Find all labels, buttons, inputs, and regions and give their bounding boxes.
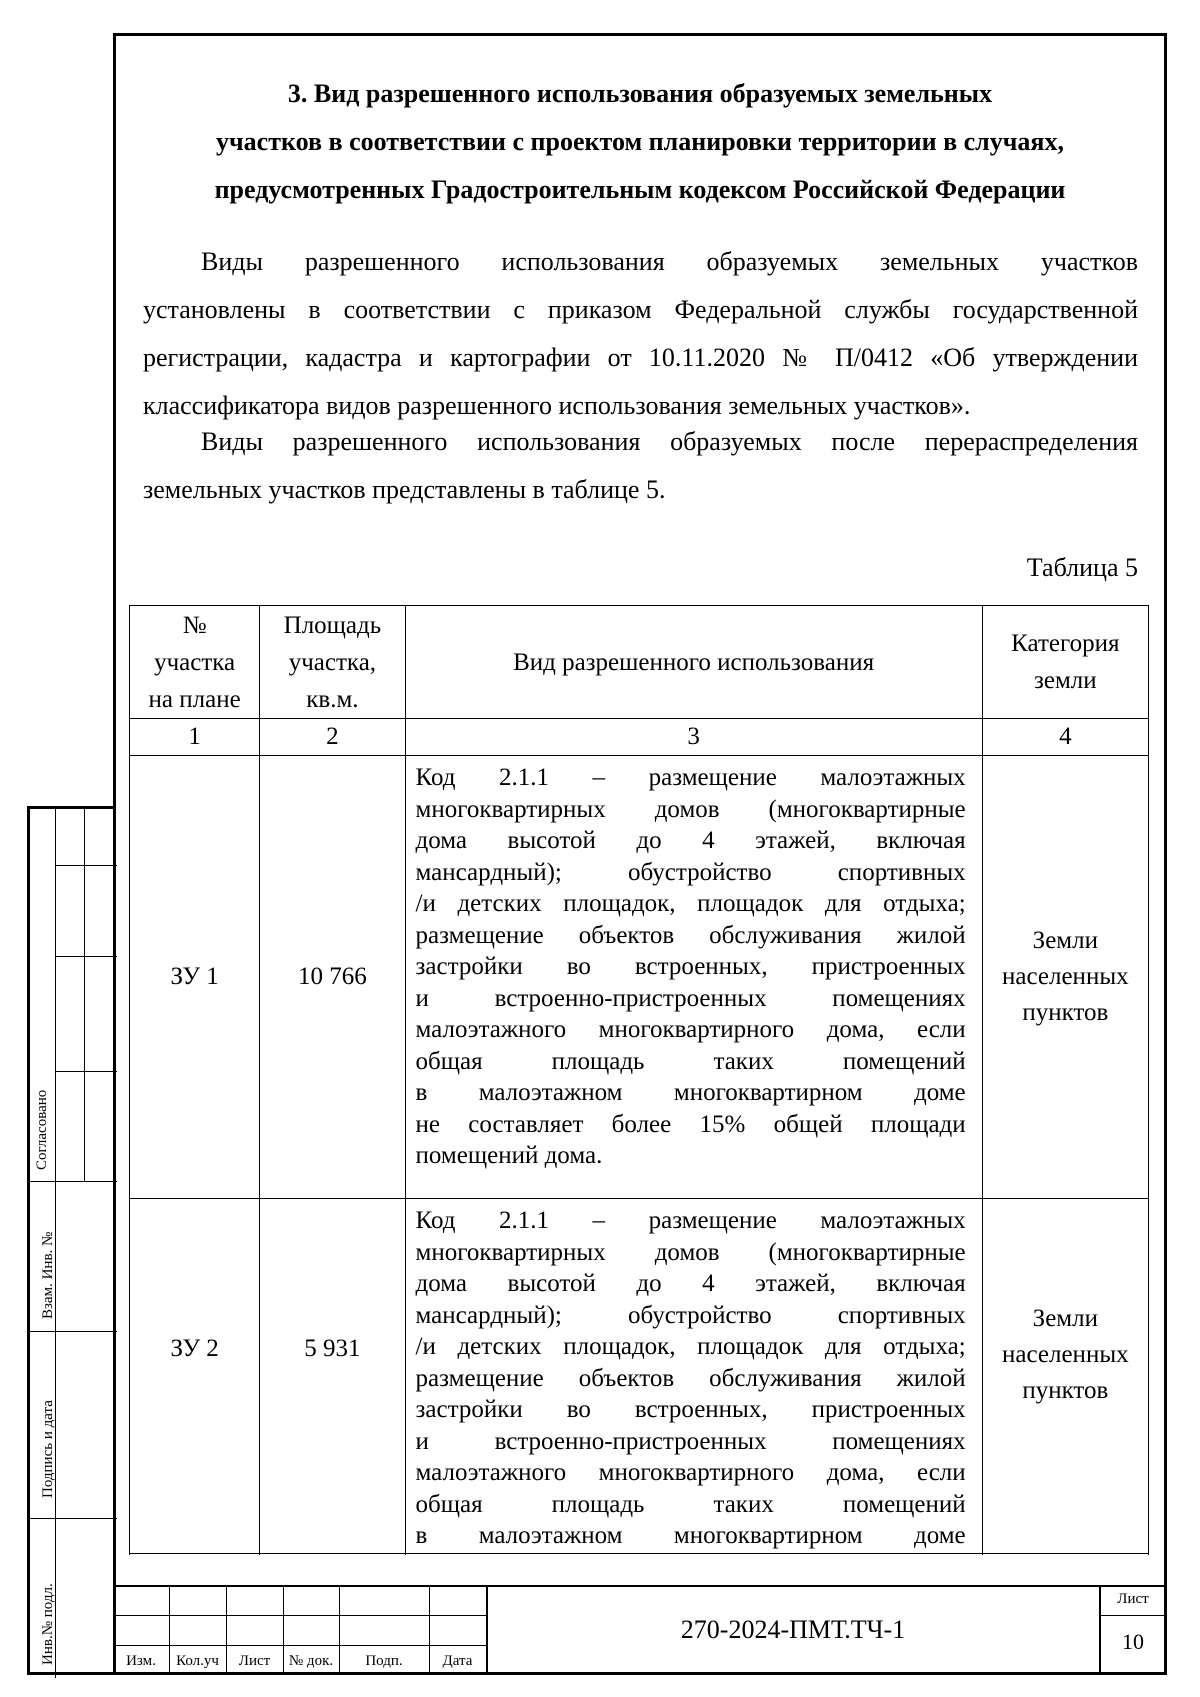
plot-id: ЗУ 1 [130, 756, 260, 1199]
plot-id: ЗУ 2 [130, 1199, 260, 1556]
sheet-number: 10 [1122, 1629, 1144, 1654]
column-number: 2 [260, 719, 405, 756]
table-number-row [130, 719, 1149, 756]
paragraph-line: установлены в соответствии с приказом Федеральной службы государственной [143, 295, 1138, 324]
paragraph-line: Виды разрешенного использования образуемых после перераспределения [201, 427, 1138, 456]
col-sheet: Лист [238, 1653, 271, 1669]
land-category: Земли населенных пунктов [982, 1199, 1148, 1556]
paragraph-1 [143, 238, 1138, 430]
col-doc-no: № док. [288, 1653, 334, 1669]
plot-area: 5 931 [260, 1199, 405, 1556]
table-caption: Таблица 5 [1026, 553, 1138, 582]
heading-line: предусмотренных Градостроительным кодексом Российской Федерации [214, 175, 1066, 204]
land-use-description: Код 2.1.1 – размещение малоэтажных многоквартирных домов (многоквартирные дома высотой до 4 этажей, включая мансардный); обустройство спортивных /и детских площадок, площадок для отдыха; размещение объектов обслуживания жилой застройки во встроенных, пристроенных и встроенно-пристроенных помещениях малоэтажного многоквартирного дома, если общая площадь таких помещений в малоэтажном многоквартирном доме не составляет более 15% общей площади помещений дома. [405, 756, 982, 1199]
sheet-label: Лист [1117, 1591, 1149, 1607]
header-area: Площадь участка, кв.м. [260, 606, 405, 719]
land-use-description: Код 2.1.1 – размещение малоэтажных многоквартирных домов (многоквартирные дома высотой до 4 этажей, включая мансардный); обустройство спортивных /и детских площадок, площадок для отдыха; размещение объектов обслуживания жилой застройки во встроенных, пристроенных и встроенно-пристроенных помещениях малоэтажного многоквартирного дома, если общая площадь таких помещений в малоэтажном многоквартирном доме [405, 1199, 982, 1556]
paragraph-2 [143, 418, 1138, 514]
plot-area: 10 766 [260, 756, 405, 1199]
table-viewport [120, 600, 1165, 1555]
header-land-use: Вид разрешенного использования [405, 606, 982, 719]
paragraph-line: регистрации, кадастра и картографии от 10.11.2020 № П/0412 «Об утверждении [143, 343, 1138, 372]
heading-line: 3. Вид разрешенного использования образуемых земельных [287, 79, 993, 108]
paragraph-line: земельных участков представлены в таблице 5. [143, 475, 666, 504]
col-date: Дата [442, 1653, 473, 1669]
table-row [130, 1199, 1149, 1556]
document-number: 270-2024-ПМТ.ТЧ-1 [680, 1615, 906, 1644]
column-number: 4 [982, 719, 1148, 756]
header-plot-number: № участка на плане [130, 606, 260, 719]
label-agreed: Согласовано [34, 1089, 50, 1170]
col-signature: Подп. [365, 1653, 403, 1669]
column-number: 3 [405, 719, 982, 756]
title-block [113, 1585, 1167, 1675]
col-count: Кол.уч [176, 1653, 219, 1669]
column-number: 1 [130, 719, 260, 756]
table-row [130, 756, 1149, 1199]
section-heading [120, 70, 1160, 214]
table-bottom-border [129, 1553, 1149, 1554]
land-category: Земли населенных пунктов [982, 756, 1148, 1199]
paragraph-line: классификатора видов разрешенного использования земельных участков». [143, 391, 971, 420]
paragraph-line: Виды разрешенного использования образуемых земельных участков [201, 247, 1138, 276]
label-inv-original: Инв.№ подл. [40, 1583, 56, 1665]
col-change: Изм. [126, 1653, 156, 1669]
label-signature-date: Подпись и дата [40, 1400, 56, 1498]
header-land-category: Категория земли [982, 606, 1148, 719]
land-use-table [129, 605, 1149, 1555]
label-replace-inv: Взам. Инв. № [40, 1231, 56, 1319]
table-header-row [130, 606, 1149, 719]
heading-line: участков в соответствии с проектом планировки территории в случаях, [216, 127, 1064, 156]
